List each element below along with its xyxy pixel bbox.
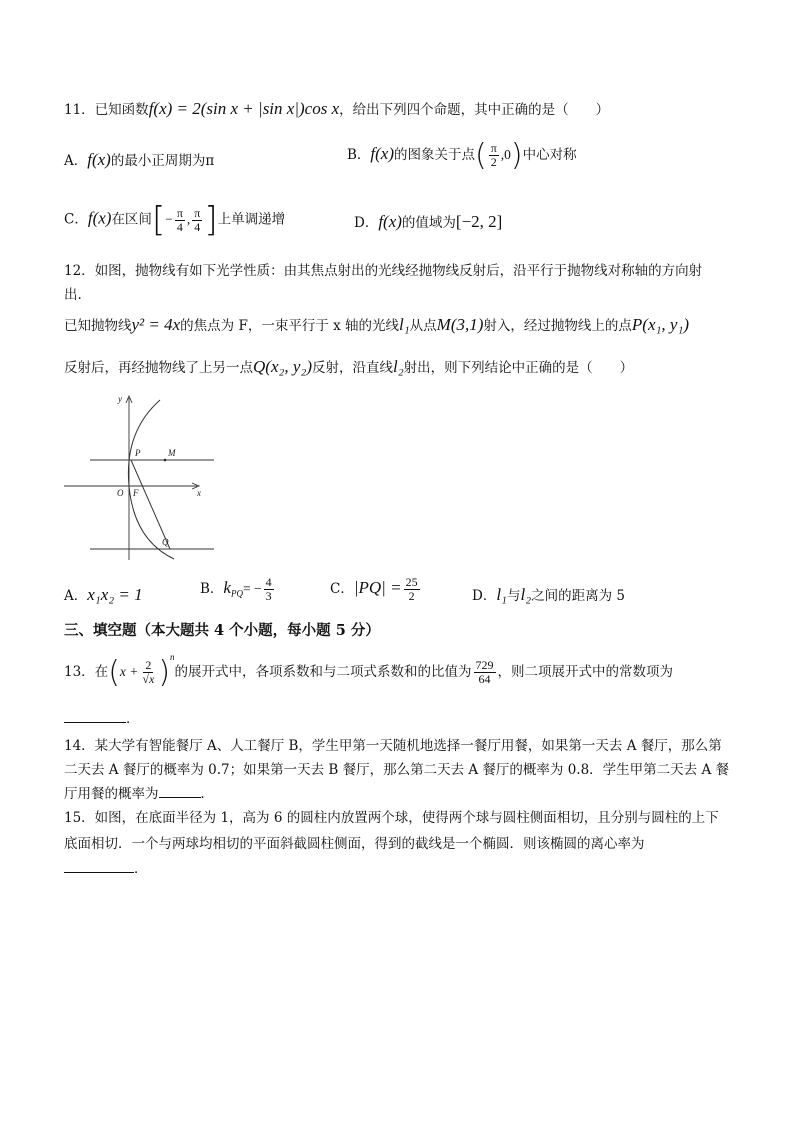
- q12-option-d: D．l₁与l₂之间的距离为 5: [472, 585, 625, 604]
- label-q: Q: [162, 537, 169, 547]
- q11-option-c: C．f(x)在区间[− $\frac{\pi}{4}$ , $\frac{\pi}{4}$ ]上单调递增: [64, 200, 286, 240]
- label-x: x: [197, 488, 201, 498]
- q12-figure: [62, 392, 222, 562]
- q12-option-c: C．|PQ| = $\frac{25}{2}$: [330, 575, 418, 603]
- q12-line3: 已知抛物线y² = 4x的焦点为 F，一束平行于 x 轴的光线l₁从点M(3,1)射入，经过抛物线上的点P(x₁, y₁): [64, 315, 690, 334]
- q11-number: 11．: [64, 102, 95, 118]
- label-p: P: [135, 448, 141, 458]
- q11-option-d: D．f(x)的值域为[−2, 2]: [354, 212, 503, 231]
- q15-line2: 底面相切．一个与两球均相切的平面斜截圆柱侧面，得到的截线是一个椭圆．则该椭圆的离心率为: [64, 836, 645, 852]
- q15-answer: ．: [64, 857, 148, 877]
- q11-function: f(x) = 2(sin x + |sin x|)cos x: [148, 99, 340, 118]
- q11-option-b: B．f(x)的图象关于点( $\frac{\pi}{2}$ ,0)中心对称: [347, 138, 577, 173]
- q12-line4: 反射后，再经抛物线了上另一点Q(x₂, y₂)反射，沿直线l₂射出，则下列结论中正确的是（ ）: [64, 357, 634, 376]
- parabola-curve: [128, 400, 174, 559]
- q11-option-a: A．f(x)的最小正周期为π: [64, 150, 215, 169]
- q12-line1: 12．如图，抛物线有如下光学性质：由其焦点射出的光线经抛物线反射后，沿平行于抛物线对称轴的方向射: [64, 263, 703, 279]
- section-3-heading: 三、填空题（本大题共 4 个小题，每小题 5 分）: [64, 622, 380, 639]
- q11-lead: 已知函数: [94, 102, 149, 118]
- point-m-dot: [164, 459, 167, 462]
- q14-line3: 厅用餐的概率为 ．: [64, 782, 214, 802]
- q14-answer-blank[interactable]: [159, 783, 201, 798]
- q14-line2: 二天去 A 餐厅的概率为 0.7；如果第一天去 B 餐厅，那么第二天去 A 餐厅的概率为 0.8．学生甲第二天去 A 餐: [64, 762, 730, 778]
- label-y: y: [118, 394, 122, 404]
- q12-line2: 出.: [64, 287, 82, 303]
- q12-option-b: B．$k_{PQ}=$ − $\frac{4}{3}$: [200, 575, 272, 603]
- q14-line1: 14．某大学有智能餐厅 A、人工餐厅 B，学生甲第一天随机地选择一餐厅用餐，如果第一天去 A 餐厅，那么第: [64, 738, 722, 754]
- q12-option-a: A．x₁x₂ = 1: [64, 585, 143, 604]
- q13-answer: ．: [64, 707, 140, 727]
- chord-pq: [131, 460, 170, 549]
- q13-answer-blank[interactable]: [64, 708, 126, 723]
- q15-answer-blank[interactable]: [64, 858, 134, 873]
- label-m: M: [168, 448, 176, 458]
- q11-stem: [64, 98, 609, 119]
- q13-stem: 13．在(x + $\frac{2}{√x}$ )$^n$的展开式中，各项系数和与二项式系数和的比值为 $\frac{729}{64}$ ，则二项展开式中的常数项为: [64, 652, 674, 690]
- q11-b-fraction: $\frac{\pi}{2}$: [490, 141, 497, 169]
- q11-tail: ，给出下列四个命题，其中正确的是（ ）: [339, 102, 610, 118]
- q15-line1: 15．如图，在底面半径为 1，高为 6 的圆柱内放置两个球，使得两个球与圆柱侧面相切，且分别与圆柱的上下: [64, 810, 719, 826]
- label-o: O: [117, 488, 124, 498]
- label-f: F: [133, 488, 139, 498]
